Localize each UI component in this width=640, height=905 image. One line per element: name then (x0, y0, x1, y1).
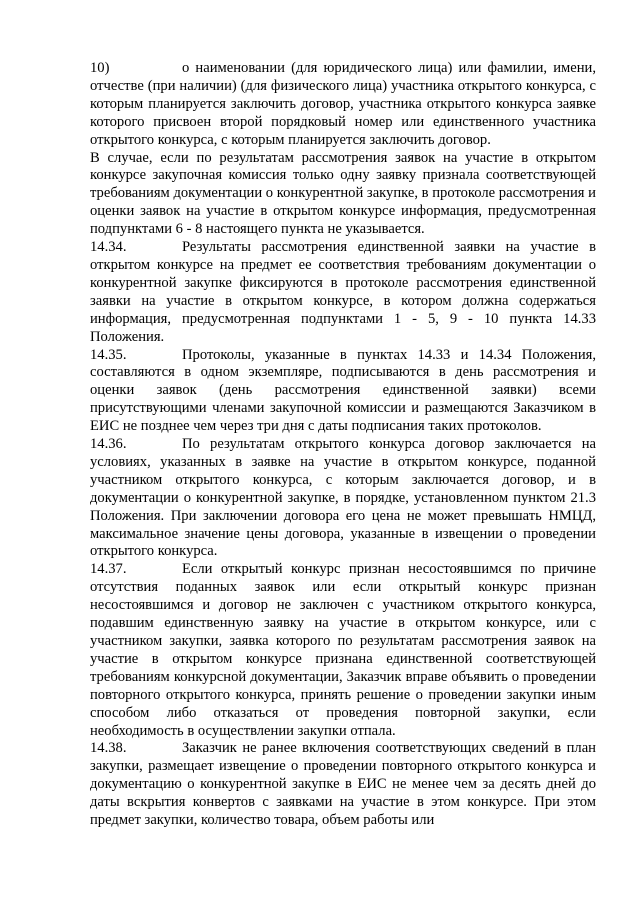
paragraph-note (90, 150, 596, 240)
paragraph-14-36 (90, 436, 596, 561)
paragraph-number: 14.37. (90, 561, 127, 578)
paragraph-number: 14.36. (90, 436, 127, 453)
paragraph-number: 14.38. (90, 740, 127, 757)
paragraph-text: Заказчик не ранее включения соответствующих сведений в план закупки, размещает извещение о проведении повторного открытого конкурса и документацию о конкурентной закупке в ЕИС не менее чем за десять дней до даты вскрытия конвертов с заявками на участие в этом конкурсе. При этом предмет закупки, количество товара, объем работы или (90, 740, 596, 829)
paragraph-number: 14.34. (90, 239, 127, 256)
paragraph-text: Результаты рассмотрения единственной заявки на участие в открытом конкурсе на предмет ее соответствия требованиям документации о конкурентной закупке фиксируются в протоколе рассмотрения единственной заявки на участие в открытом конкурсе, в котором должна содержаться информация, предусмотренная подпунктами 1 - 5, 9 - 10 пункта 14.33 Положения. (90, 239, 596, 345)
paragraph-14-38 (90, 740, 596, 830)
paragraph-10 (90, 60, 596, 150)
paragraph-14-35 (90, 347, 596, 437)
paragraph-text: По результатам открытого конкурса договор заключается на условиях, указанных в заявке на участие в открытом конкурсе, поданной участником открытого конкурса, с которым заключается договор, и в документации о конкурентной закупке, в порядке, установленном пунктом 21.3 Положения. При заключении договора его цена не может превышать НМЦД, максимальное значение цены договора, указанные в извещении о проведении открытого конкурса. (90, 436, 596, 560)
document-page (90, 60, 596, 830)
paragraph-text: о наименовании (для юридического лица) или фамилии, имени, отчестве (при наличии) (для физического лица) участника открытого конкурса, с которым планируется заключить договор, участника открытого конкурса заявке которого присвоен второй порядковый номер или единственного участника открытого конкурса, с которым планируется заключить договор. (90, 60, 596, 148)
paragraph-number: 14.35. (90, 346, 127, 363)
paragraph-14-34 (90, 239, 596, 346)
paragraph-text: Протоколы, указанные в пунктах 14.33 и 14.34 Положения, составляются в одном экземпляре, подписываются в день рассмотрения и оценки заявок (день рассмотрения единственной заявки) всеми присутствующими членами закупочной комиссии и размещаются Заказчиком в ЕИС не позднее чем через три дня с даты подписания таких протоколов. (90, 346, 596, 435)
paragraph-number: 10) (90, 60, 110, 76)
paragraph-text: В случае, если по результатам рассмотрения заявок на участие в открытом конкурсе закупочная комиссия только одну заявку признала соответствующей требованиям документации о конкурентной закупке, в протоколе рассмотрения и оценки заявок на участие в открытом конкурсе информация, предусмотренная подпунктами 6 - 8 настоящего пункта не указывается. (90, 149, 596, 238)
paragraph-text: Если открытый конкурс признан несостоявшимся по причине отсутствия поданных заявок или если открытый конкурс признан несостоявшимся и договор не заключен с участником открытого конкурса, подавшим единственную заявку на участие в открытом конкурсе, или с участником закупки, заявка которого по результатам рассмотрения заявок на участие в открытом конкурсе признана единственной соответствующей требованиям конкурсной документации, Заказчик вправе объявить о проведении повторного открытого конкурса, принять решение о проведении закупки иным способом либо отказаться от проведения повторной закупки, если необходимость в осуществлении закупки отпала. (90, 561, 596, 739)
paragraph-14-37 (90, 561, 596, 740)
